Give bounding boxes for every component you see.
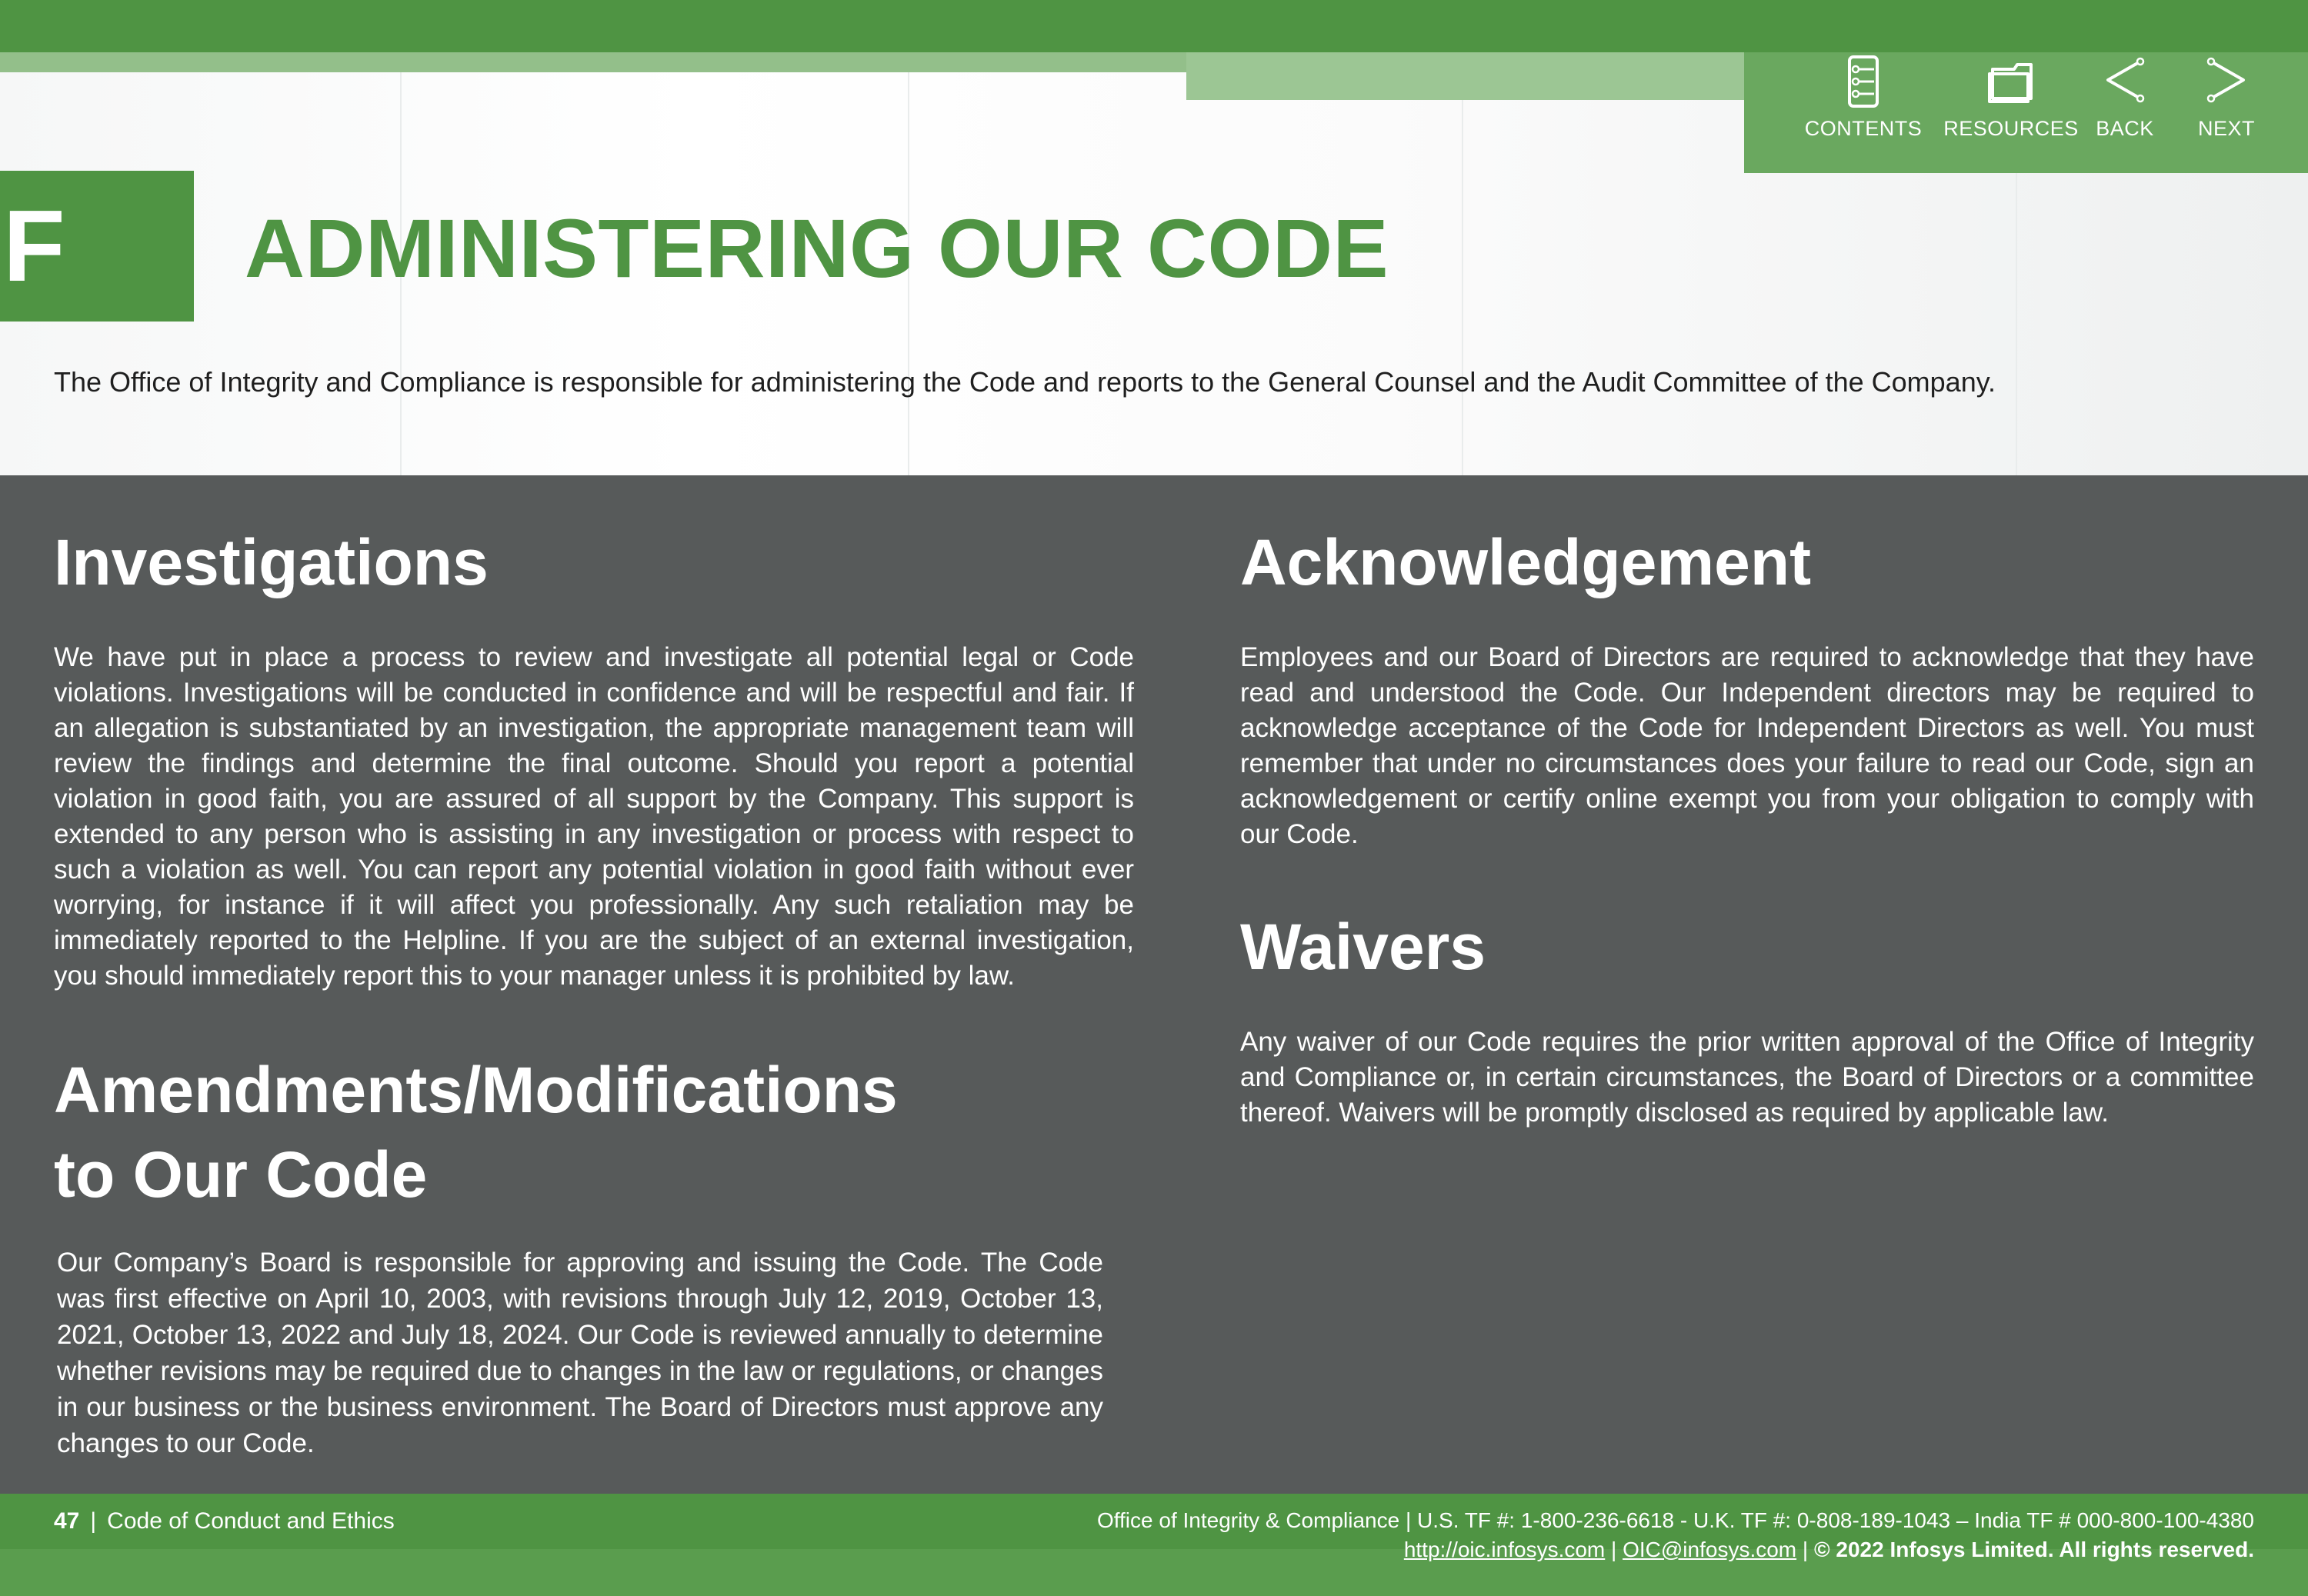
waivers-body: Any waiver of our Code requires the prior written approval of the Office of Integrity and Compliance or, in certain circumstances, the Board of Directors or a committee thereof. Waivers will be promptly disclosed as required by applicable law. xyxy=(1240,1027,2254,1128)
amendments-heading-line2: to Our Code xyxy=(54,1138,428,1211)
intro-text: The Office of Integrity and Compliance is responsible for administering the Code and reports to the General Counsel and the Audit Committee of the Company. xyxy=(54,366,1996,398)
footer-contact: Office of Integrity & Compliance | U.S. TF #: 1-800-236-6618 - U.K. TF #: 0-808-189-1043 – India TF # 000-800-100-4380 http://oic.infosys.com | OIC@infosys.com | © 2022 Infosys Limited. All rights reserved. xyxy=(1097,1506,2254,1564)
footer-divider: | xyxy=(90,1508,97,1534)
copyright-text: © 2022 Infosys Limited. All rights reserved. xyxy=(1813,1538,2254,1561)
investigations-body: We have put in place a process to review and investigate all potential legal or Code violations. Investigations will be conducted in confidence and will be respectful and fair. If an allegation is substantiated by an investigation, the appropriate management team will review the findings and determine the final outcome. Should you report a potential violation in good faith, you are assured of all support by the Company. This support is extended to any person who is assisting in any investigation or process with respect to such a violation as well. You can report any potential violation in good faith without ever worrying, for instance if it will affect you professionally. Any such retaliation may be immediately reported to the Helpline. If you are the subject of an external investigation, you should immediately report this to your manager unless it is prohibited by law. xyxy=(54,642,1134,991)
amendments-heading-line1: Amendments/Modifications xyxy=(54,1054,898,1126)
contents-label: CONTENTS xyxy=(1804,117,1923,140)
next-icon xyxy=(2199,54,2254,109)
footer xyxy=(0,1494,2308,1596)
page-title: ADMINISTERING OUR CODE xyxy=(245,202,1389,295)
acknowledgement-heading: Acknowledgement xyxy=(1240,526,1812,598)
resources-button[interactable] xyxy=(1943,52,2079,173)
back-label: BACK xyxy=(2096,117,2154,140)
navigation-panel xyxy=(1744,52,2308,173)
footer-page-info xyxy=(54,1506,395,1537)
oic-email-link[interactable]: OIC@infosys.com xyxy=(1623,1538,1797,1561)
investigations-heading: Investigations xyxy=(54,526,489,598)
section-letter-badge: F xyxy=(0,171,194,322)
acknowledgement-body: Employees and our Board of Directors are required to acknowledge that they have read and understood the Code. Our Independent directors may be required to acknowledge acceptance of the Code for Independent Directors as well. You must remember that under no circumstances does your failure to read our Code, sign an acknowledgement or certify online exempt you from your obligation to comply with our Code. xyxy=(1240,642,2254,849)
next-label: NEXT xyxy=(2197,117,2255,140)
accent-stripe-right xyxy=(1186,52,1744,100)
content-panel xyxy=(0,475,2308,1494)
document-title: Code of Conduct and Ethics xyxy=(107,1508,395,1534)
oic-website-link[interactable]: http://oic.infosys.com xyxy=(1403,1538,1606,1561)
resources-label: RESOURCES xyxy=(1943,117,2079,140)
top-green-bar xyxy=(0,0,2308,52)
contents-button[interactable] xyxy=(1806,52,1921,173)
contact-line: Office of Integrity & Compliance | U.S. TF #: 1-800-236-6618 - U.K. TF #: 0-808-189-1043 – India TF # 000-800-100-4380 xyxy=(1096,1508,2254,1532)
resources-icon xyxy=(1983,54,2039,109)
amendments-body: Our Company’s Board is responsible for approving and issuing the Code. The Code was first effective on April 10, 2003, with revisions through July 12, 2019, October 13, 2021, October 13, 2022 and July 18, 2024. Our Code is reviewed annually to determine whether revisions may be required due to changes in the law or regulations, or changes in our business or the business environment. The Board of Directors must approve any changes to our Code. xyxy=(57,1248,1103,1458)
page-number: 47 xyxy=(54,1508,80,1534)
back-icon xyxy=(2097,54,2153,109)
next-button[interactable] xyxy=(2169,52,2284,173)
accent-stripe-left xyxy=(0,52,1186,72)
back-button[interactable] xyxy=(2067,52,2183,173)
contents-icon xyxy=(1836,54,1891,109)
waivers-heading: Waivers xyxy=(1240,911,1486,983)
